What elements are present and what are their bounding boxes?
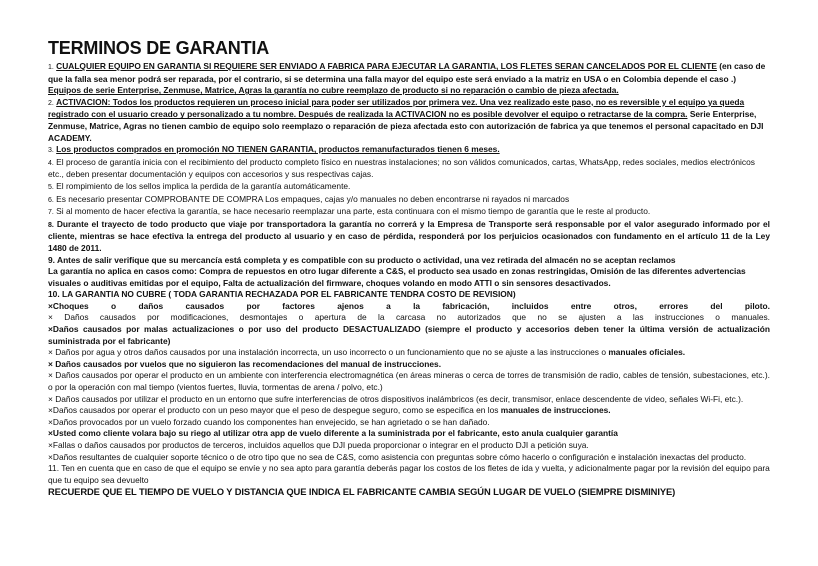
term-3-text: Los productos comprados en promoción NO TIENEN GARANTIA, productos remanufacturados tienen 6 meses.	[56, 144, 500, 155]
term-1-number: 1.	[48, 64, 54, 71]
term-1-text: (en caso de que la falla sea menor podrá ser reparada, por el contrario, si se determina una falla mayor del equipo este será enviado a la matriz en USA o en Colombia depende el caso .)	[48, 61, 766, 84]
exclusion-10: ×Usted como cliente volara bajo su riego al utilizar otra app de vuelo diferente a la suministrada por el fabricante, esto anula cualquier garantía	[48, 428, 618, 439]
exclusion-1: ×Choques o daños causados por factores ajenos a la fabricación, incluidos entre otros, errores del piloto.	[48, 300, 770, 311]
term-6	[48, 194, 770, 207]
term-3	[48, 144, 770, 157]
term-9	[48, 255, 770, 267]
exclusion-11: ×Fallas o daños causados por productos de terceros, incluidos aquellos que DJI pueda proporcionar o integrar en el producto DJI a petición suya.	[48, 440, 589, 450]
exclusion-2: × Daños causados por modificaciones, desmontajes o apertura de la carcasa no autorizados que no se ajusten a las instrucciones o manuales.	[48, 312, 770, 323]
term-4	[48, 157, 770, 181]
term-2-heading: ACTIVACION: Todos los productos requieren un proceso inicial para poder ser utilizados por primera vez. Una vez realizado este paso, no es reversible y el equipo ya queda registrado con el usuario creado y personalizado a tu nombre. Después de realizada la ACTIVACION no es posible devolver el equipo o retractarse de la compra.	[48, 96, 745, 120]
exclusion-6: × Daños causados por operar el producto en un ambiente con interferencia electromagnética (en áreas mineras o cerca de torres de transmisión de radio, cables de tensión, subestaciones, etc.). o por la operación con mal tiempo (vientos fuertes, lluvia, tormentas de arena / polvo, etc.)	[48, 370, 770, 393]
exclusion-8	[48, 405, 770, 417]
term-9-exclusions: La garantía no aplica en casos como: Compra de repuestos en otro lugar diferente a C&S, el producto sea usado en zonas restringidas, Omisión de las diferentes advertencias visuales o auditivas emitidas por el equipo, Falta de actualización del firmware, choques volando en modo ATTI o sin sensores desactivados.	[48, 266, 746, 288]
term-11: 11. Ten en cuenta que en caso de que el equipo se envíe y no sea apto para garantía deberás pagar los costos de los fletes de ida y vuelta, y adicionalmente pagar por la revisión del equipo para que tu equipo sea devuelto	[48, 463, 770, 485]
term-7-number: 7.	[48, 209, 54, 217]
term-9-text: Antes de salir verifique que su mercancía está completa y es compatible con su producto o actividad, una vez retirada del almacén no se aceptan reclamos	[57, 254, 676, 265]
term-8-number: 8.	[48, 221, 54, 229]
term-7-text: Si al momento de hacer efectiva la garantía, se hace necesario reemplazar una parte, esta continuara con el mismo tiempo de garantía que le reste al producto.	[56, 206, 651, 217]
term-7	[48, 206, 770, 219]
term-4-text: El proceso de garantía inicia con el recibimiento del producto completo físico en nuestras instalaciones; no son válidos comunicados, cartas, WhatsApp, redes sociales, medios electrónicos etc., deben presentar documentación y equipos con accesorios y sus respectivas cajas.	[48, 156, 755, 180]
term-6-number: 6.	[48, 196, 54, 204]
term-5	[48, 181, 770, 194]
term-3-number: 3.	[48, 147, 54, 155]
exclusion-9: ×Daños provocados por un vuelo forzado cuando los componentes han envejecido, se han agrietado o se han dañado.	[48, 416, 490, 427]
page-title: TERMINOS DE GARANTIA	[48, 38, 270, 58]
exclusion-8-text: ×Daños causados por operar el producto con un peso mayor que el peso de despegue seguro, como se especifica en los	[48, 405, 499, 416]
exclusion-4	[48, 347, 770, 359]
term-2	[48, 97, 770, 144]
term-5-number: 5.	[48, 183, 54, 191]
term-10-number: 10.	[48, 289, 60, 300]
exclusion-8-emphasis: manuales de instrucciones.	[500, 405, 611, 416]
exclusion-3: ×Daños causados por malas actualizaciones o por uso del producto DESACTUALIZADO (siempre el producto y accesorios deben tener la última versión de actualización suministrada por el fabricante)	[48, 324, 770, 346]
term-1	[48, 61, 770, 97]
exclusion-12: ×Daños resultantes de cualquier soporte técnico o de otro tipo que no sea de C&S, como asistencia con preguntas sobre cómo hacerlo o configuración e instalación inexactas del producto.	[48, 451, 747, 462]
warranty-document	[48, 37, 770, 498]
term-9-number: 9.	[48, 254, 55, 265]
term-2-text: Serie Enterprise, Zenmuse, Matrice, Agras no tienen cambio de equipo solo reemplazo o reparación de pieza afectada esto con autorización de fabrica ya que tenemos el personal capacitado en DJI ACADEMY.	[48, 109, 764, 143]
flight-time-notice: RECUERDE QUE EL TIEMPO DE VUELO Y DISTANCIA QUE INDICA EL FABRICANTE CAMBIA SEGÚN LUGAR DE VUELO (SIEMPRE DISMINIYE)	[48, 486, 676, 498]
term-1-heading: CUALQUIER EQUIPO EN GARANTIA SI REQUIERE SER ENVIADO A FABRICA PARA EJECUTAR LA GARANTIA, LOS FLETES SERAN CANCELADOS POR EL CLIENTE	[56, 61, 717, 71]
term-5-text: El rompimiento de los sellos implica la perdida de la garantía automáticamente.	[56, 180, 351, 191]
exclusion-4-text: × Daños por agua y otros daños causados por una instalación incorrecta, un uso incorrecto o un funcionamiento que no se ajuste a las instrucciones o	[48, 347, 606, 358]
term-6-text: Es necesario presentar COMPROBANTE DE COMPRA Los empaques, cajas y/o manuales no deben encontrarse ni rayados ni marcados	[56, 193, 570, 204]
exclusion-4-emphasis: manuales oficiales.	[608, 347, 686, 358]
term-2-number: 2.	[48, 99, 54, 107]
term-4-number: 4.	[48, 159, 54, 167]
term-8	[48, 219, 770, 255]
term-10	[48, 289, 770, 301]
exclusion-7: × Daños causados por utilizar el producto en un entorno que sufre interferencias de otros dispositivos inalámbricos (es decir, transmisor, enlace descendente de video, señales Wi-Fi, etc.).	[48, 393, 744, 404]
term-8-text: Durante el trayecto de todo producto que viaje por transportadora la garantía no correrá y la Empresa de Transporte será responsable por el valor asegurado informado por el cliente, mientras se hace efectiva la entrega del producto al usuario y en caso de pérdida, responderá por los perjuicios ocasionados con fundamento en el artículo 11 de la Ley 1480 de 2011.	[48, 218, 770, 253]
exclusion-5: × Daños causados por vuelos que no siguieron las recomendaciones del manual de instrucciones.	[48, 358, 442, 369]
term-1-note: Equipos de serie Enterprise, Zenmuse, Matrice, Agras la garantía no cubre reemplazo de producto si no reparación o cambio de pieza afectada.	[48, 85, 619, 96]
term-10-text: LA GARANTIA NO CUBRE ( TODA GARANTIA RECHAZADA POR EL FABRICANTE TENDRA COSTO DE REVISION)	[61, 289, 516, 300]
